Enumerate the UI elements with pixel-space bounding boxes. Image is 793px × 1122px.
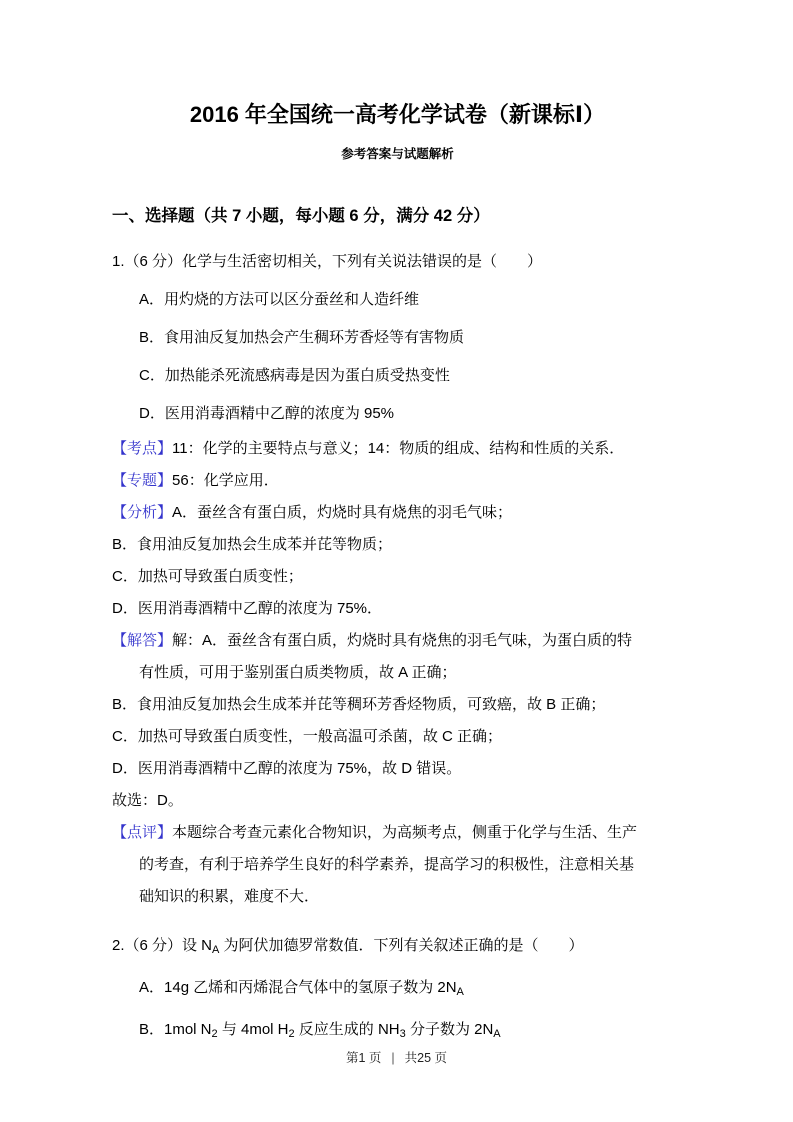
tag-label: 【分析】 <box>112 504 173 521</box>
page-title: 2016 年全国统一高考化学试卷（新课标Ⅰ） <box>189 102 606 127</box>
question-1-zhuanti: 【专题】56：化学应用． <box>112 472 279 489</box>
question-1-fenxi-line-3: C．加热可导致蛋白质变性； <box>112 568 303 585</box>
tag-label: 【专题】 <box>112 472 173 489</box>
question-1-fenxi-line-2: B．食用油反复加热会生成苯并芘等物质； <box>112 536 393 553</box>
question-1-answer: 故选：D。 <box>112 792 183 809</box>
question-1-jieda-line-2: 有性质，可用于鉴别蛋白质类物质，故 A 正确； <box>139 664 457 681</box>
tag-label: 【解答】 <box>112 632 173 649</box>
tag-label: 【点评】 <box>112 824 173 841</box>
tag-label: 【考点】 <box>112 440 173 457</box>
question-1-jieda-line-5: D．医用消毒酒精中乙醇的浓度为 75%，故 D 错误。 <box>112 760 462 777</box>
question-1-jieda-line-1: 【解答】解：A．蚕丝含有蛋白质，灼烧时具有烧焦的羽毛气味，为蛋白质的特 <box>112 632 633 649</box>
question-1-option-a: A．用灼烧的方法可以区分蚕丝和人造纤维 <box>139 291 420 308</box>
question-2 <box>112 927 683 1053</box>
question-1-option-b: B．食用油反复加热会产生稠环芳香烃等有害物质 <box>139 329 465 346</box>
footer-separator: | <box>391 1051 395 1065</box>
question-1-option-c: C．加热能杀死流感病毒是因为蛋白质受热变性 <box>139 367 450 384</box>
question-2-option-a: A．14g 乙烯和丙烯混合气体中的氢原子数为 $2N_A$ <box>139 979 464 998</box>
page-subtitle: 参考答案与试题解析 <box>341 147 454 161</box>
question-1-option-d: D．医用消毒酒精中乙醇的浓度为 95% <box>139 405 395 422</box>
question-1-jieda-line-4: C．加热可导致蛋白质变性，一般高温可杀菌，故 C 正确； <box>112 728 503 745</box>
question-1-jieda-line-3: B．食用油反复加热会生成苯并芘等稠环芳香烃物质，可致癌，故 B 正确； <box>112 696 606 713</box>
question-1-dianping-line-1: 【点评】本题综合考查元素化合物知识，为高频考点，侧重于化学与生活、生产 <box>112 824 638 841</box>
question-1-fenxi-line-4: D．医用消毒酒精中乙醇的浓度为 75%． <box>112 600 383 617</box>
question-1-dianping-line-2: 的考查，有利于培养学生良好的科学素养，提高学习的积极性，注意相关基 <box>139 856 635 873</box>
footer-current-page: 第1 页 <box>345 1051 382 1065</box>
question-2-stem: 2.（6 分）设 $N_A$ 为阿伏加德罗常数值．下列有关叙述正确的是（ ） <box>112 937 584 956</box>
question-2-option-b: B．1mol $N_2$ 与 4mol $H_2$ 反应生成的 $NH_3$ 分子数为 $2N_A$ <box>139 1021 501 1040</box>
question-1-fenxi-line-1: 【分析】A．蚕丝含有蛋白质，灼烧时具有烧焦的羽毛气味； <box>112 504 513 521</box>
section-heading: 一、选择题（共 7 小题，每小题 6 分，满分 42 分） <box>112 207 490 225</box>
question-1-kaodian: 【考点】11：化学的主要特点与意义；14：物质的组成、结构和性质的关系． <box>112 440 625 457</box>
footer-total-pages: 共25 页 <box>404 1051 448 1065</box>
question-1-dianping-line-3: 础知识的积累，难度不大． <box>139 888 320 905</box>
page-footer <box>0 1048 793 1066</box>
question-1 <box>112 243 683 913</box>
question-1-stem: 1.（6 分）化学与生活密切相关，下列有关说法错误的是（ ） <box>112 253 543 270</box>
